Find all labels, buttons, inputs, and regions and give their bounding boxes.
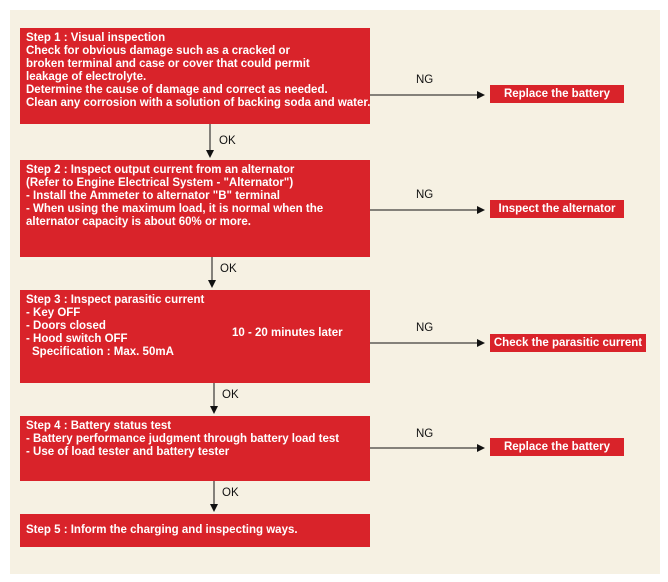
step-3-box [20, 290, 370, 383]
step-3-title: Step 3 : Inspect parasitic current [26, 294, 205, 306]
result-replace-battery-1: Replace the battery [490, 85, 624, 103]
step-2-line: - When using the maximum load, it is normal when the [26, 203, 324, 215]
step-3-line: - Key OFF [26, 307, 81, 319]
step-2-box [20, 160, 370, 257]
step-1-line: Determine the cause of damage and correct as needed. [26, 84, 328, 96]
step-1-line: leakage of electrolyte. [26, 71, 147, 83]
ok-label-2: OK [220, 263, 237, 275]
step-2-line: alternator capacity is about 60% or more. [26, 216, 251, 228]
step-1-line: broken terminal and case or cover that could permit [26, 58, 310, 70]
step-3-timing-note: 10 - 20 minutes later [232, 327, 343, 339]
step-3-line: - Hood switch OFF [26, 333, 128, 345]
step-2-line: (Refer to Engine Electrical System - "Alternator") [26, 177, 294, 189]
result-inspect-alternator: Inspect the alternator [490, 200, 624, 218]
step-3-line: Specification : Max. 50mA [32, 346, 174, 358]
step-2-title: Step 2 : Inspect output current from an alternator [26, 164, 295, 176]
ng-label-3: NG [416, 322, 434, 334]
step-2-line: - Install the Ammeter to alternator "B" terminal [26, 190, 280, 202]
ng-label-1: NG [416, 74, 434, 86]
step-4-line: - Use of load tester and battery tester [26, 446, 230, 458]
step-5-title: Step 5 : Inform the charging and inspecting ways. [26, 524, 298, 536]
step-1-title: Step 1 : Visual inspection [26, 32, 166, 44]
result-check-parasitic-current: Check the parasitic current [490, 334, 646, 352]
result-replace-battery-2: Replace the battery [490, 438, 624, 456]
step-4-line: - Battery performance judgment through battery load test [26, 433, 340, 445]
step-1-line: Check for obvious damage such as a cracked or [26, 45, 290, 57]
step-1-box [20, 28, 370, 124]
step-3-line: - Doors closed [26, 320, 106, 332]
step-4-title: Step 4 : Battery status test [26, 420, 172, 432]
ok-label-4: OK [222, 487, 239, 499]
step-4-box [20, 416, 370, 481]
ok-label-1: OK [219, 135, 236, 147]
ok-label-3: OK [222, 389, 239, 401]
step-5-box [20, 514, 370, 547]
step-1-line: Clean any corrosion with a solution of backing soda and water. [26, 97, 371, 109]
ng-label-2: NG [416, 189, 434, 201]
ng-label-4: NG [416, 428, 434, 440]
